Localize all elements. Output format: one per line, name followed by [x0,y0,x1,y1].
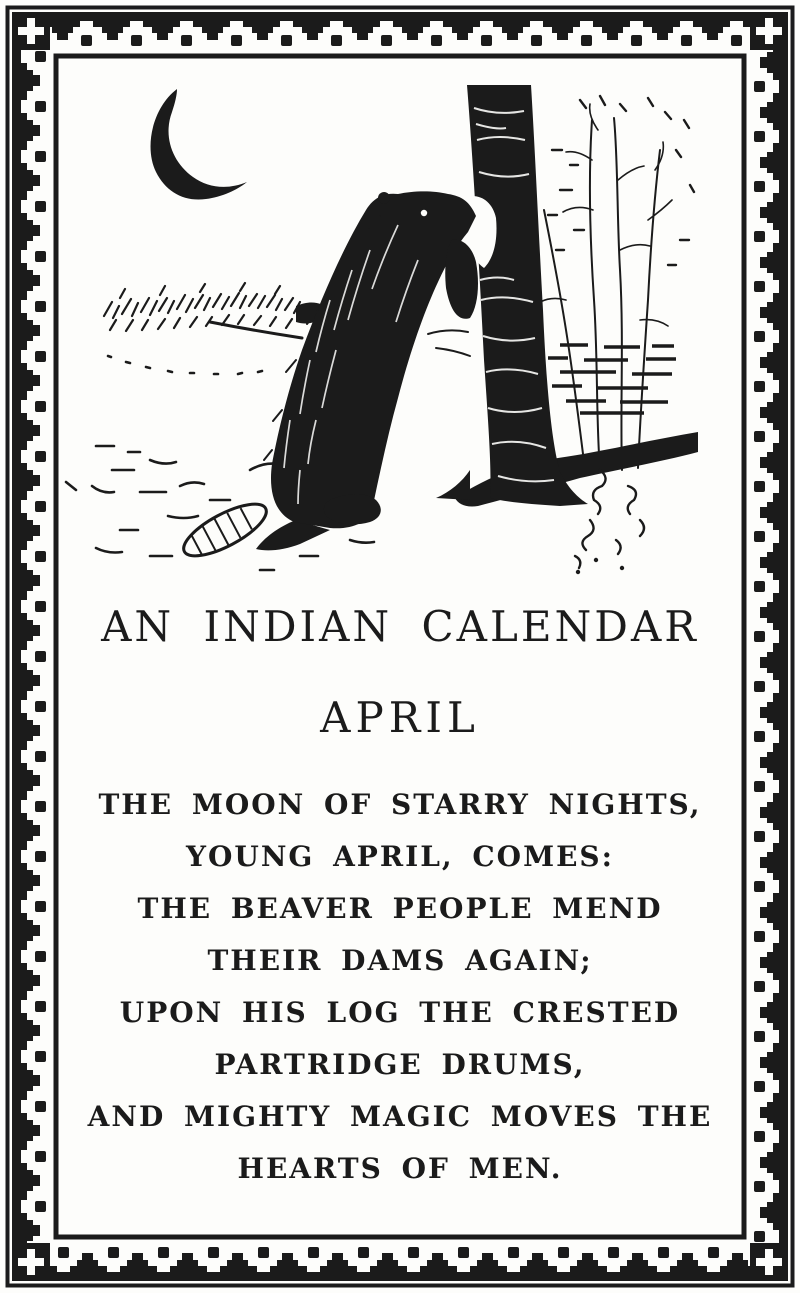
poem-line: THE MOON OF STARRY NIGHTS, [98,788,702,821]
beaver-ear [378,192,390,204]
poem-line: PARTRIDGE DRUMS, [214,1048,586,1081]
poem-line: THEIR DAMS AGAIN; [207,944,593,977]
month-title: APRIL [320,693,480,742]
poem-line: THE BEAVER PEOPLE MEND [137,892,663,925]
poem-line: AND MIGHTY MAGIC MOVES THE [87,1100,713,1133]
poem [62,779,738,1195]
poem-line: UPON HIS LOG THE CRESTED [119,996,681,1029]
beaver-eye [421,210,427,216]
crescent-moon [151,89,247,200]
beaver-body [271,191,476,528]
water-reflections [548,345,676,413]
poem-line: HEARTS OF MEN. [237,1152,563,1185]
page-title: AN INDIAN CALENDAR [101,602,699,651]
poem-line: YOUNG APRIL, COMES: [186,840,614,873]
beaver-tail [177,494,273,565]
foliage-bottom-right [575,470,644,568]
